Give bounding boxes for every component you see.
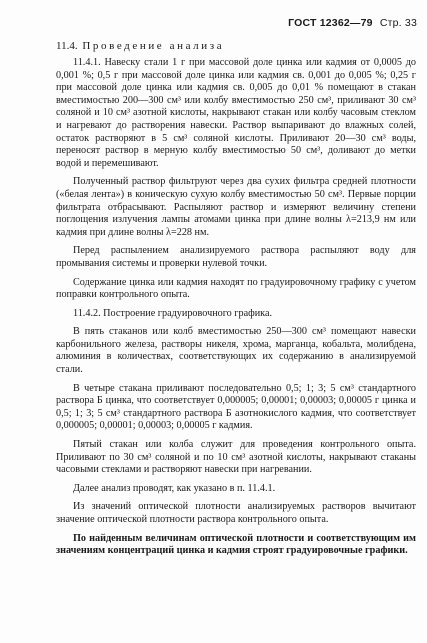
section-number: 11.4. — [56, 40, 78, 52]
paragraph-zero-check: Перед распылением анализируемого раствора распыляют воду для промывания системы и проверки нулевой точки. — [56, 245, 416, 269]
paragraph-further-analysis: Далее анализ проводят, как указано в п. 11.4.1. — [73, 482, 276, 494]
standard-number: ГОСТ 12362—79 — [288, 17, 373, 29]
document-body — [56, 40, 416, 558]
paragraph-11-4-2-heading: 11.4.2. Построение градуировочного графика. — [73, 307, 273, 319]
section-heading — [56, 40, 416, 53]
paragraph-filtering: Полученный раствор фильтруют через два сухих фильтра средней плотности («белая лента») в коническую сухую колбу вместимостью 50 см³. Первые порции фильтрата отбрасывают. Распыляют раствор и измеряют величину степени поглощения излучения лампы атомами цинка при длине волны λ=213,9 нм или кадмия при длине волны λ=228 нм. — [56, 176, 416, 238]
page-header — [288, 17, 417, 29]
paragraph-11-4-1: 11.4.1. Навеску стали 1 г при массовой доле цинка или кадмия от 0,0005 до 0,001 %; 0,5 г при массовой доле цинка или кадмия св. 0,001 до 0,005 %; 0,25 г при массовой доле цинка или кадмия св. 0,005 до 0,01 % помещают в стакан вместимостью 200—300 см³ или колбу вместимостью 250 см³, приливают 30 см³ соляной и 10 см³ азотной кислоты, накрывают стакан или колбу часовым стеклом и нагревают до растворения навески. Раствор выпаривают до влажных солей, остаток растворяют в 5 см³ соляной кислоты. Приливают 20—30 см³ воды, переносят раствор в мерную колбу вместимостью 50 см³, доливают до метки водой и перемешивают. — [56, 57, 416, 169]
paragraph-subtract-control: Из значений оптической плотности анализируемых растворов вычитают значение оптической плотности раствора контрольного опыта. — [56, 501, 416, 525]
paragraph-control-experiment: Пятый стакан или колба служит для проведения контрольного опыта. Приливают по 30 см³ соляной и по 10 см³ азотной кислоты, накрывают стаканы часовыми стеклами и растворяют навески при нагревании. — [56, 439, 416, 476]
paragraph-five-beakers: В пять стаканов или колб вместимостью 250—300 см³ помещают навески карбонильного железа, растворы никеля, хрома, марганца, кобальта, молибдена, алюминия в количествах, соответствующих их содержанию в анализируемой стали. — [56, 326, 416, 376]
section-title: Проведение анализа — [82, 40, 225, 52]
paragraph-content-determination: Содержание цинка или кадмия находят по градуировочному графику с учетом поправки контрольного опыта. — [56, 276, 416, 301]
paragraph-build-graphs: По найденным величинам оптической плотности и соответствующим им значениям концентраций цинка и кадмия строят градуировочные графики. — [56, 532, 416, 557]
page-number: Стр. 33 — [379, 17, 417, 29]
paragraph-standard-solutions: В четыре стакана приливают последовательно 0,5; 1; 3; 5 см³ стандартного раствора Б цинка, что соответствует 0,000005; 0,00001; 0,00003; 0,00005 г цинка и 0,5; 1; 3; 5 см³ стандартного раствора Б азотнокислого кадмия, что соответствует 0,000005; 0,00001; 0,00003; 0,00005 г кадмия. — [56, 382, 416, 432]
